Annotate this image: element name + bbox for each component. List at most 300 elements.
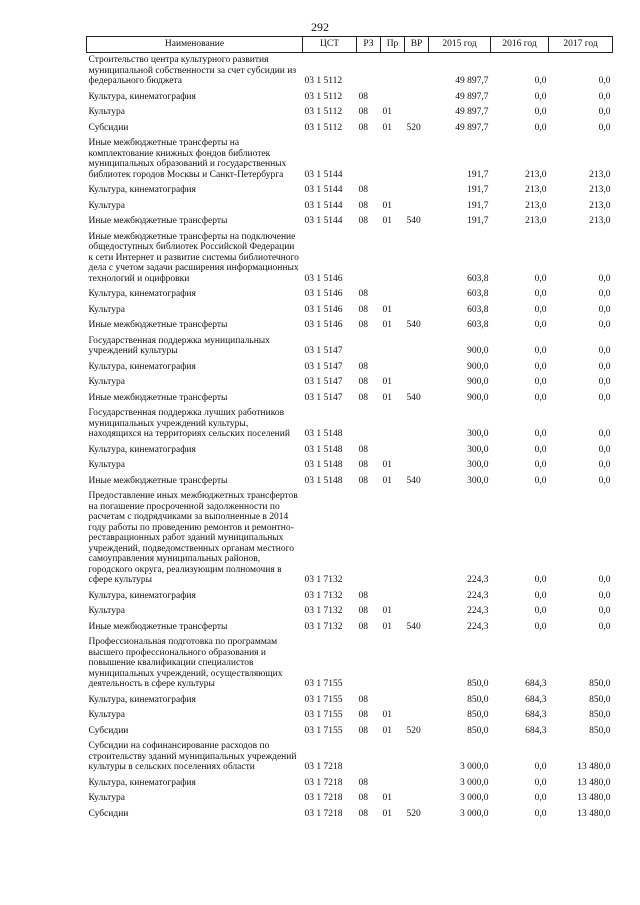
row-rz: 08 <box>358 107 368 117</box>
row-value-2015: 224,3 <box>467 621 489 632</box>
row-value-2016: 0,0 <box>534 808 547 819</box>
row-vr: 540 <box>406 475 421 486</box>
row-rz: 08 <box>358 621 368 632</box>
row-rz: 08 <box>358 777 368 788</box>
row-name: Культура, кинематография <box>88 694 196 705</box>
row-rz: 08 <box>358 725 368 736</box>
row-rz: 08 <box>358 91 368 102</box>
table-row <box>87 391 613 407</box>
row-rz: 08 <box>358 793 368 803</box>
row-name: Иные межбюджетные трансферты <box>88 392 228 403</box>
row-value-2017: 0,0 <box>598 107 611 117</box>
row-value-2015: 224,3 <box>467 606 489 616</box>
row-name: Субсидии на софинансирование расходов по строительству зданий муниципальных учреждений культуры в сельских поселениях области <box>88 741 297 772</box>
row-value-2015: 850,0 <box>467 725 489 736</box>
row-value-2016: 0,0 <box>534 346 547 356</box>
row-pr: 01 <box>382 304 392 315</box>
row-cst: 03 1 7218 <box>304 777 343 788</box>
row-cst: 03 1 5112 <box>304 76 343 86</box>
row-cst: 03 1 5112 <box>304 91 343 102</box>
row-value-2015: 850,0 <box>467 679 489 689</box>
row-value-2017: 13 480,0 <box>577 808 611 819</box>
row-value-2015: 900,0 <box>467 361 489 372</box>
table-row <box>87 230 613 288</box>
row-rz: 08 <box>358 200 368 211</box>
row-value-2016: 0,0 <box>534 444 547 455</box>
row-value-2015: 603,8 <box>467 304 489 315</box>
row-value-2017: 0,0 <box>598 122 611 133</box>
row-name: Профессиональная подготовка по программам высшего профессионального образования и повышение квалификации специалистов муниципальных учреждений, осуществляющих деятельность в сфере культуры <box>88 637 283 689</box>
row-value-2017: 0,0 <box>598 429 611 439</box>
row-pr: 01 <box>382 710 392 720</box>
header-cst: ЦСТ <box>303 37 357 53</box>
row-vr <box>405 375 429 391</box>
row-pr <box>381 136 405 183</box>
row-pr: 01 <box>382 122 392 133</box>
row-name: Культура <box>88 377 125 387</box>
row-cst: 03 1 5112 <box>304 107 343 117</box>
row-vr <box>405 53 429 90</box>
row-value-2016: 0,0 <box>534 590 547 601</box>
row-value-2017: 13 480,0 <box>577 777 611 788</box>
row-value-2015: 300,0 <box>467 444 489 455</box>
row-cst: 03 1 7218 <box>304 762 343 772</box>
table-row <box>87 318 613 334</box>
row-cst: 03 1 5112 <box>304 122 343 133</box>
row-vr <box>405 791 429 807</box>
row-value-2016: 213,0 <box>525 216 547 226</box>
table-row <box>87 620 613 636</box>
row-rz <box>357 635 381 693</box>
table-row <box>87 724 613 740</box>
row-value-2016: 684,3 <box>525 710 547 720</box>
row-value-2016: 0,0 <box>534 377 547 387</box>
row-cst: 03 1 7218 <box>304 793 343 803</box>
row-pr <box>381 635 405 693</box>
row-name: Иные межбюджетные трансферты <box>88 216 228 226</box>
row-vr: 520 <box>406 725 421 736</box>
row-pr: 01 <box>382 107 392 117</box>
row-rz: 08 <box>358 392 368 403</box>
row-rz: 08 <box>358 694 368 705</box>
row-value-2015: 224,3 <box>467 575 489 585</box>
row-vr <box>405 183 429 199</box>
row-value-2016: 0,0 <box>534 273 547 284</box>
row-value-2016: 0,0 <box>534 289 547 299</box>
row-pr <box>381 406 405 443</box>
row-value-2016: 684,3 <box>525 679 547 689</box>
table-row <box>87 635 613 693</box>
row-pr <box>381 360 405 376</box>
row-rz: 08 <box>358 377 368 387</box>
table-row <box>87 287 613 303</box>
table-row <box>87 458 613 474</box>
row-value-2017: 213,0 <box>589 169 611 180</box>
row-vr <box>405 303 429 319</box>
row-value-2017: 0,0 <box>598 91 611 102</box>
row-cst: 03 1 5146 <box>304 304 343 315</box>
row-value-2015: 900,0 <box>467 346 489 356</box>
row-rz: 08 <box>358 185 368 195</box>
row-cst: 03 1 5148 <box>304 444 343 455</box>
row-vr <box>405 406 429 443</box>
table-row <box>87 183 613 199</box>
row-cst: 03 1 7155 <box>304 694 343 705</box>
row-name: Культура <box>88 793 125 803</box>
row-vr: 520 <box>406 808 421 819</box>
row-name: Культура, кинематография <box>88 91 196 102</box>
row-cst: 03 1 7155 <box>304 679 343 689</box>
row-value-2016: 0,0 <box>534 429 547 439</box>
row-cst: 03 1 7155 <box>304 710 343 720</box>
row-vr <box>405 589 429 605</box>
row-value-2016: 0,0 <box>534 606 547 616</box>
row-vr <box>405 287 429 303</box>
row-cst: 03 1 7132 <box>304 621 343 632</box>
row-pr <box>381 90 405 106</box>
row-value-2016: 213,0 <box>525 200 547 211</box>
row-vr <box>405 458 429 474</box>
row-vr <box>405 230 429 288</box>
header-2015: 2015 год <box>429 37 491 53</box>
header-2016: 2016 год <box>491 37 549 53</box>
row-pr: 01 <box>382 392 392 403</box>
row-rz <box>357 489 381 589</box>
row-vr <box>405 334 429 360</box>
row-name: Иные межбюджетные трансферты <box>88 475 228 486</box>
row-rz <box>357 406 381 443</box>
row-vr: 540 <box>406 216 421 226</box>
row-cst: 03 1 5146 <box>304 320 343 330</box>
row-name: Субсидии <box>88 725 129 736</box>
row-vr <box>405 136 429 183</box>
row-rz: 08 <box>358 710 368 720</box>
row-name: Субсидии <box>88 808 129 819</box>
row-vr: 520 <box>406 122 421 133</box>
table-row <box>87 739 613 776</box>
row-value-2017: 850,0 <box>589 710 611 720</box>
header-rz: РЗ <box>357 37 381 53</box>
row-value-2016: 0,0 <box>534 475 547 486</box>
row-vr <box>405 635 429 693</box>
row-rz <box>357 53 381 90</box>
row-value-2015: 603,8 <box>467 273 489 284</box>
row-value-2015: 3 000,0 <box>460 777 489 788</box>
row-value-2017: 0,0 <box>598 590 611 601</box>
row-value-2017: 0,0 <box>598 320 611 330</box>
row-value-2016: 684,3 <box>525 725 547 736</box>
table-row <box>87 303 613 319</box>
row-name: Иные межбюджетные трансферты <box>88 320 228 330</box>
row-pr: 01 <box>382 606 392 616</box>
row-value-2016: 0,0 <box>534 91 547 102</box>
row-cst: 03 1 5147 <box>304 377 343 387</box>
row-value-2016: 0,0 <box>534 320 547 330</box>
table-row <box>87 443 613 459</box>
row-value-2017: 0,0 <box>598 621 611 632</box>
table-row <box>87 360 613 376</box>
row-value-2017: 0,0 <box>598 392 611 403</box>
row-value-2017: 0,0 <box>598 289 611 299</box>
row-name: Культура <box>88 304 125 315</box>
table-row <box>87 776 613 792</box>
page-number: 292 <box>311 20 329 34</box>
table-row <box>87 105 613 121</box>
row-vr <box>405 693 429 709</box>
row-vr <box>405 360 429 376</box>
row-name: Культура, кинематография <box>88 289 196 299</box>
row-vr <box>405 105 429 121</box>
row-pr <box>381 334 405 360</box>
row-pr: 01 <box>382 200 392 211</box>
row-pr: 01 <box>382 475 392 486</box>
row-value-2016: 0,0 <box>534 122 547 133</box>
table-row <box>87 489 613 589</box>
row-vr <box>405 443 429 459</box>
row-value-2016: 0,0 <box>534 575 547 585</box>
row-value-2015: 603,8 <box>467 320 489 330</box>
table-row <box>87 121 613 137</box>
row-pr <box>381 287 405 303</box>
row-rz: 08 <box>358 304 368 315</box>
row-pr: 01 <box>382 808 392 819</box>
table-body <box>87 53 613 823</box>
row-pr <box>381 776 405 792</box>
header-pr: Пр <box>381 37 405 53</box>
row-name: Культура, кинематография <box>88 361 196 372</box>
row-rz: 08 <box>358 460 368 470</box>
row-value-2016: 0,0 <box>534 107 547 117</box>
row-rz <box>357 136 381 183</box>
row-cst: 03 1 7132 <box>304 575 343 585</box>
row-value-2015: 191,7 <box>467 169 489 180</box>
row-value-2015: 49 897,7 <box>455 91 489 102</box>
row-pr <box>381 230 405 288</box>
row-value-2017: 850,0 <box>589 725 611 736</box>
row-rz: 08 <box>358 444 368 455</box>
row-value-2015: 300,0 <box>467 429 489 439</box>
row-value-2015: 3 000,0 <box>460 808 489 819</box>
row-cst: 03 1 5148 <box>304 429 343 439</box>
row-vr <box>405 776 429 792</box>
row-rz <box>357 739 381 776</box>
budget-table <box>86 36 613 822</box>
row-name: Строительство центра культурного развития муниципальной собственности за счет субсидии из федерального бюджета <box>88 55 297 86</box>
row-value-2017: 0,0 <box>598 606 611 616</box>
row-vr: 540 <box>406 392 421 403</box>
row-value-2016: 0,0 <box>534 460 547 470</box>
row-value-2016: 0,0 <box>534 621 547 632</box>
row-pr <box>381 443 405 459</box>
row-value-2017: 0,0 <box>598 475 611 486</box>
table-row <box>87 708 613 724</box>
row-value-2017: 0,0 <box>598 444 611 455</box>
row-pr <box>381 589 405 605</box>
row-value-2017: 0,0 <box>598 460 611 470</box>
row-value-2017: 0,0 <box>598 377 611 387</box>
row-value-2017: 213,0 <box>589 200 611 211</box>
row-value-2016: 0,0 <box>534 762 547 772</box>
row-value-2017: 0,0 <box>598 304 611 315</box>
row-rz: 08 <box>358 590 368 601</box>
table-row <box>87 791 613 807</box>
row-name: Иные межбюджетные трансферты на комплектование книжных фондов библиотек муниципальных образований и государственных библиотек городов Москвы и Санкт-Петербурга <box>88 138 287 180</box>
row-pr: 01 <box>382 216 392 226</box>
row-cst: 03 1 5147 <box>304 346 343 356</box>
table-row <box>87 334 613 360</box>
row-value-2016: 213,0 <box>525 185 547 195</box>
row-value-2016: 0,0 <box>534 76 547 86</box>
row-value-2015: 191,7 <box>467 185 489 195</box>
row-vr <box>405 708 429 724</box>
row-value-2016: 0,0 <box>534 304 547 315</box>
row-cst: 03 1 5144 <box>304 169 343 180</box>
row-vr <box>405 199 429 215</box>
row-rz: 08 <box>358 808 368 819</box>
row-pr: 01 <box>382 725 392 736</box>
row-value-2015: 49 897,7 <box>455 107 489 117</box>
table-row <box>87 53 613 90</box>
row-rz: 08 <box>358 475 368 486</box>
row-value-2017: 13 480,0 <box>577 793 611 803</box>
row-cst: 03 1 5147 <box>304 361 343 372</box>
row-value-2017: 0,0 <box>598 346 611 356</box>
row-vr <box>405 489 429 589</box>
table-row <box>87 604 613 620</box>
header-name: Наименование <box>87 37 303 53</box>
row-name: Культура <box>88 107 125 117</box>
table-row <box>87 199 613 215</box>
row-pr <box>381 739 405 776</box>
header-vr: ВР <box>405 37 429 53</box>
table-row <box>87 807 613 823</box>
row-value-2015: 49 897,7 <box>455 76 489 86</box>
row-name: Субсидии <box>88 122 129 133</box>
row-pr: 01 <box>382 793 392 803</box>
row-name: Культура <box>88 606 125 616</box>
row-rz: 08 <box>358 122 368 133</box>
row-value-2016: 0,0 <box>534 793 547 803</box>
header-2017: 2017 год <box>549 37 613 53</box>
row-value-2015: 900,0 <box>467 377 489 387</box>
row-value-2015: 191,7 <box>467 200 489 211</box>
row-value-2016: 0,0 <box>534 361 547 372</box>
row-value-2015: 300,0 <box>467 475 489 486</box>
table-row <box>87 375 613 391</box>
row-value-2017: 850,0 <box>589 679 611 689</box>
row-name: Культура <box>88 460 125 470</box>
row-rz <box>357 230 381 288</box>
row-value-2017: 213,0 <box>589 216 611 226</box>
table-row <box>87 693 613 709</box>
row-name: Иные межбюджетные трансферты на подключение общедоступных библиотек Российской Федерации к сети Интернет и развитие системы библиотечного дела с учетом задачи расширения информационных технологий и оцифровки <box>88 231 299 284</box>
row-pr <box>381 53 405 90</box>
row-cst: 03 1 5148 <box>304 460 343 470</box>
row-value-2015: 900,0 <box>467 392 489 403</box>
table-row <box>87 474 613 490</box>
row-cst: 03 1 5144 <box>304 185 343 195</box>
row-pr: 01 <box>382 377 392 387</box>
row-name: Культура, кинематография <box>88 444 196 455</box>
row-value-2017: 13 480,0 <box>577 762 611 772</box>
row-value-2016: 0,0 <box>534 392 547 403</box>
row-name: Культура, кинематография <box>88 590 196 601</box>
row-vr <box>405 90 429 106</box>
row-value-2015: 49 897,7 <box>455 122 489 133</box>
row-cst: 03 1 7132 <box>304 606 343 616</box>
row-cst: 03 1 5148 <box>304 475 343 486</box>
row-vr: 540 <box>406 621 421 632</box>
row-name: Культура, кинематография <box>88 185 196 195</box>
row-value-2016: 213,0 <box>525 169 547 180</box>
row-name: Культура <box>88 710 125 720</box>
row-value-2017: 0,0 <box>598 273 611 284</box>
table-row <box>87 90 613 106</box>
row-pr: 01 <box>382 320 392 330</box>
row-cst: 03 1 5147 <box>304 392 343 403</box>
table-header-row <box>87 37 613 53</box>
row-rz: 08 <box>358 216 368 226</box>
row-rz: 08 <box>358 289 368 299</box>
row-value-2015: 3 000,0 <box>460 793 489 803</box>
row-name: Государственная поддержка лучших работников муниципальных учреждений культуры, находящихся на территориях сельских поселений <box>88 408 290 439</box>
row-cst: 03 1 5144 <box>304 216 343 226</box>
row-rz <box>357 334 381 360</box>
row-name: Культура, кинематография <box>88 777 196 788</box>
row-value-2017: 0,0 <box>598 575 611 585</box>
row-pr <box>381 183 405 199</box>
row-pr <box>381 489 405 589</box>
row-value-2015: 300,0 <box>467 460 489 470</box>
row-value-2015: 191,7 <box>467 216 489 226</box>
row-name: Иные межбюджетные трансферты <box>88 621 228 632</box>
table-row <box>87 136 613 183</box>
row-cst: 03 1 7132 <box>304 590 343 601</box>
row-cst: 03 1 7218 <box>304 808 343 819</box>
row-value-2015: 3 000,0 <box>460 762 489 772</box>
row-pr: 01 <box>382 460 392 470</box>
row-rz: 08 <box>358 606 368 616</box>
row-name: Предоставление иных межбюджетных трансфертов на погашение просроченной задолженности по расчетам с подрядчиками за выполненные в 2014 году работы по проведению ремонтов и ремонтно-реставрационных работ зданий муниципальных учреждений, подведомственных органам местного самоуправления муниципальных районов, городского округа, реализующим полномочия в сфере культуры <box>88 491 298 585</box>
row-value-2015: 603,8 <box>467 289 489 299</box>
table-row <box>87 406 613 443</box>
row-value-2017: 0,0 <box>598 76 611 86</box>
row-pr: 01 <box>382 621 392 632</box>
row-value-2015: 224,3 <box>467 590 489 601</box>
row-value-2015: 850,0 <box>467 710 489 720</box>
row-cst: 03 1 7155 <box>304 725 343 736</box>
row-cst: 03 1 5144 <box>304 200 343 211</box>
row-value-2015: 850,0 <box>467 694 489 705</box>
row-value-2017: 0,0 <box>598 361 611 372</box>
table-row <box>87 589 613 605</box>
row-name: Государственная поддержка муниципальных учреждений культуры <box>88 335 270 356</box>
row-vr <box>405 739 429 776</box>
table-row <box>87 214 613 230</box>
row-value-2017: 850,0 <box>589 694 611 705</box>
row-cst: 03 1 5146 <box>304 289 343 299</box>
row-name: Культура <box>88 200 125 211</box>
row-value-2017: 213,0 <box>589 185 611 195</box>
row-pr <box>381 693 405 709</box>
row-vr <box>405 604 429 620</box>
row-value-2016: 684,3 <box>525 694 547 705</box>
row-rz: 08 <box>358 320 368 330</box>
row-vr: 540 <box>406 320 421 330</box>
row-value-2016: 0,0 <box>534 777 547 788</box>
row-rz: 08 <box>358 361 368 372</box>
budget-table-container <box>86 36 612 822</box>
